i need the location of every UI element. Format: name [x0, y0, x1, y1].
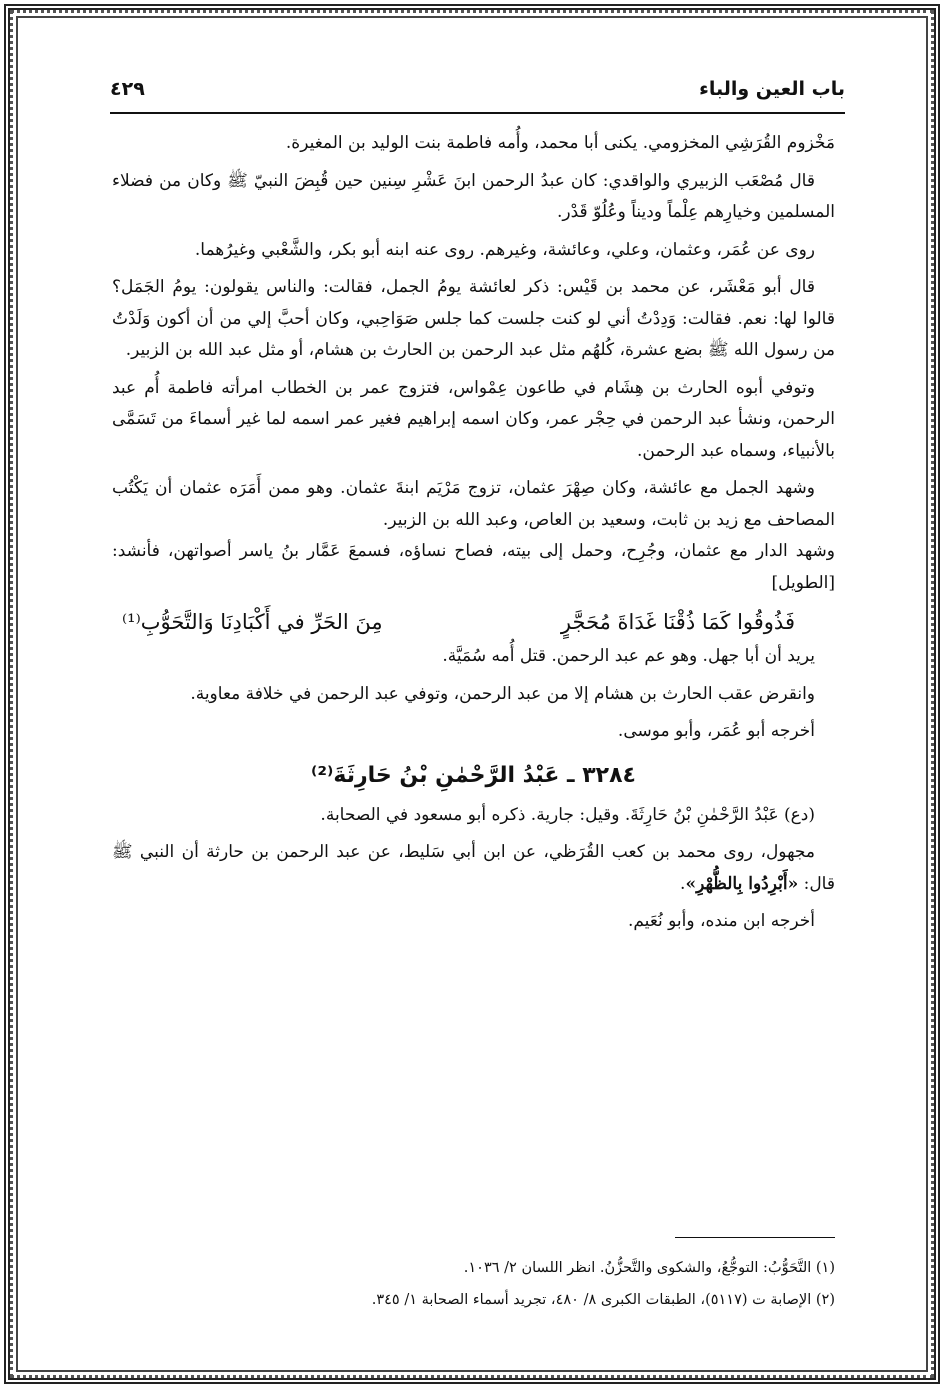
paragraph: روى عن عُمَر، وعثمان، وعلي، وعائشة، وغيرهم. روى عنه ابنه أبو بكر، والشَّعْبي وغيرُهما.	[194, 239, 815, 260]
paragraph: قال مُصْعَب الزبيري والواقدي: كان عبدُ الرحمن ابنَ عَشْرِ سِنين حين قُبِضَ النبيّ ﷺ وكان من فضلاء المسلمين وخيارِهم عِلْماً وديناً وعُلُوّ قَدْر.	[112, 170, 835, 222]
footnote-rule	[675, 1237, 835, 1238]
entry-heading: ٣٢٨٤ ـ عَبْدُ الرَّحْمٰنِ بْنُ حَارِثَةَ⁽²⁾	[311, 762, 636, 788]
header-rule	[110, 112, 845, 114]
footnote: (١) التَّحَوُّبُ: التوجُّعُ، والشكوى والتَّحزُّنُ. انظر اللسان ٢/ ١٠٣٦.	[463, 1260, 835, 1276]
poetry-verse	[112, 605, 835, 639]
paragraph: وشهد الجمل مع عائشة، وكان صِهْرَ عثمان، تزوج مَرْيَم ابنةَ عثمان. وهو ممن أَمَرَه عثمان أن يَكْتُب المصاحف مع زيد بن ثابت، وسعيد بن العاص، وعبد الله بن الزبير.	[112, 478, 835, 530]
entry-hadith	[112, 837, 835, 900]
entry-line: أخرجه ابن منده، وأبو نُعَيم.	[627, 911, 815, 931]
paragraph: مَخْزوم القُرَشِي المخزومي. يكنى أبا محمد، وأُمه فاطمة بنت الوليد بن المغيرة.	[285, 133, 835, 153]
footnote: (٢) الإصابة ت (٥١١٧)، الطبقات الكبرى ٨/ ٤٨٠، تجريد أسماء الصحابة ١/ ٣٤٥.	[371, 1292, 835, 1308]
paragraph: وتوفي أبوه الحارث بن هِشَام في طاعون عِمْواس، فتزوج عمر بن الخطاب امرأته فاطمة أُم عبد الرحمن، ونشأ عبد الرحمن في حِجْر عمر، وكان اسمه إبراهيم فغير عمر اسمه لما غير أسماءَ من تَسَمَّى بالأنبياء، وسماه عبد الرحمن.	[112, 377, 835, 461]
hadith-quote: «أَبْرِدُوا بِالظُّهْرِ»	[685, 873, 799, 894]
verse-first-hemistich: فَذُوقُوا كَمَا ذُقْنَا غَدَاةَ مُحَجَّرٍ	[560, 610, 795, 634]
entry-hadith-text: مجهول، روى محمد بن كعب القُرَظي، عن ابن أبي سَليط، عن عبد الرحمن بن حارثة أن النبي ﷺ قال:	[112, 842, 835, 894]
paragraph: وانقرض عقب الحارث بن هشام إلا من عبد الرحمن، وتوفي عبد الرحمن في خلافة معاوية.	[190, 683, 815, 704]
footnotes	[112, 1252, 835, 1316]
verse-second-hemistich: مِنَ الحَرِّ في أَكْبَادِنَا وَالتَّحَوُّبِ⁽¹⁾	[122, 610, 383, 634]
entry-line: (دع) عَبْدُ الرَّحْمٰنِ بْنُ حَارِثَةَ. وقيل: جارية. ذكره أبو مسعود في الصحابة.	[320, 804, 815, 825]
paragraph: يريد أن أبا جهل. وهو عم عبد الرحمن. قتل أُمه سُمَيَّة.	[442, 646, 815, 666]
paragraph: قال أبو مَعْشَر، عن محمد بن قَيْس: ذكر لعائشة يومُ الجمل، فقالت: والناس يقولون: يومُ الجَمَل؟ قالوا لها: نعم. فقالت: وَدِدْتُ أني لو كنت جلست كما جلس صَوَاحِبي، وكان أحبَّ إلي من أن أكون وَلَدْتُ من رسول الله ﷺ بضع عشرة، كُلهُم مثل عبد الرحمن بن الحارث بن هشام، أو مثل عبد الله بن الزبير.	[112, 277, 835, 360]
running-header	[110, 78, 845, 110]
paragraph: وشهد الدار مع عثمان، وجُرِح، وحمل إلى بيته، فصاح نساؤه، فسمعَ عَمَّار بنُ ياسر أصواتهن، فأنشد: [الطويل]	[112, 541, 835, 593]
paragraph: أخرجه أبو عُمَر، وأبو موسى.	[617, 721, 815, 741]
entry-hadith-end: .	[680, 873, 686, 894]
page-number: ٤٢٩	[110, 78, 145, 100]
chapter-title: باب العين والباء	[699, 78, 845, 100]
main-text	[112, 128, 835, 944]
